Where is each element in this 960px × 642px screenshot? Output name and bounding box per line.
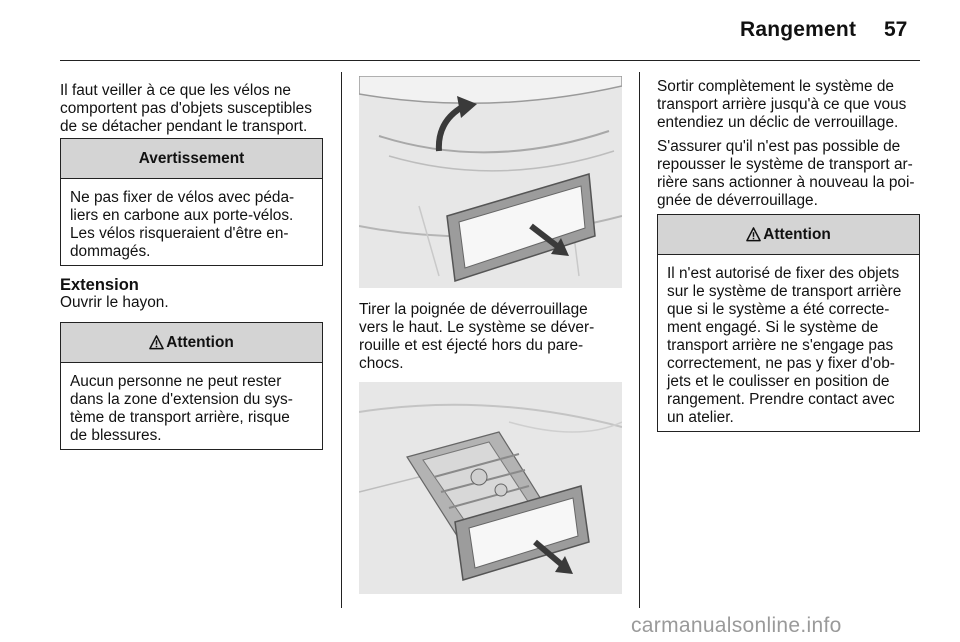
text-line: vers le haut. Le système se déver- [359,319,595,336]
text-line: comportent pas d'objets susceptibles [60,100,312,117]
text-line: Sortir complètement le système de [657,78,894,95]
section-heading: Extension [60,276,139,294]
text-line: transport arrière ne s'engage pas [667,337,894,354]
warning-box-title: Avertissement [61,139,322,179]
page-section-title: Rangement [740,18,857,41]
text-line: Aucun personne ne peut rester [70,373,282,390]
figure-caption [359,301,594,373]
attention-box-header [658,215,919,255]
text-line: correctement, ne pas y fixer d'ob- [667,355,895,372]
text-line: entendiez un déclic de verrouillage. [657,114,899,131]
text-line: ment engagé. Si le système de [667,319,879,336]
illustration-bumper-unlock [359,76,622,288]
text-line: dans la zone d'extension du sys- [70,391,293,408]
warning-box [60,138,323,266]
attention-box [60,322,323,450]
column-divider [341,72,342,608]
text-line: un atelier. [667,409,734,426]
text-line: S'assurer qu'il n'est pas possible de [657,138,901,155]
text-line: Les vélos risqueraient d'être en- [70,225,289,242]
figure-unlock-handle [359,76,622,288]
site-watermark: carmanualsonline.info [631,614,842,637]
text-line: Ne pas fixer de vélos avec péda- [70,189,295,206]
text-line: Tirer la poignée de déverrouillage [359,301,588,318]
text-line: de blessures. [70,427,162,444]
text-line: rouille et est éjecté hors du pare- [359,337,584,354]
attention-box [657,214,920,432]
text-line: gnée de déverrouillage. [657,192,818,209]
text-line: rière sans actionner à nouveau la poi- [657,174,915,191]
text-line: liers en carbone aux porte-vélos. [70,207,294,224]
instruction-paragraph [657,138,915,210]
attention-box-body [658,255,919,427]
attention-box-title: Attention [166,333,234,351]
text-line: chocs. [359,355,404,372]
attention-box-header [61,323,322,363]
section-text: Ouvrir le hayon. [60,294,169,311]
figure-pull-out [359,382,622,594]
text-line: de se détacher pendant le transport. [60,118,308,135]
warning-triangle-icon [149,335,164,350]
column-divider [639,72,640,608]
text-line: repousser le système de transport ar- [657,156,913,173]
intro-paragraph [60,82,312,136]
instruction-paragraph [657,78,906,132]
text-line: rangement. Prendre contact avec [667,391,895,408]
illustration-carrier-extended [359,382,622,594]
text-line: Il faut veiller à ce que les vélos ne [60,82,291,99]
text-line: jets et le coulisser en position de [667,373,890,390]
text-line: que si le système a été correcte- [667,301,890,318]
warning-triangle-icon [746,227,761,242]
header-divider [60,60,920,61]
text-line: sur le système de transport arrière [667,283,902,300]
attention-box-body [61,363,322,445]
text-line: tème de transport arrière, risque [70,409,290,426]
page-number: 57 [884,18,908,41]
attention-box-title: Attention [763,225,831,243]
text-line: Il n'est autorisé de fixer des objets [667,265,900,282]
text-line: dommagés. [70,243,151,260]
text-line: transport arrière jusqu'à ce que vous [657,96,907,113]
warning-box-body [61,179,322,261]
